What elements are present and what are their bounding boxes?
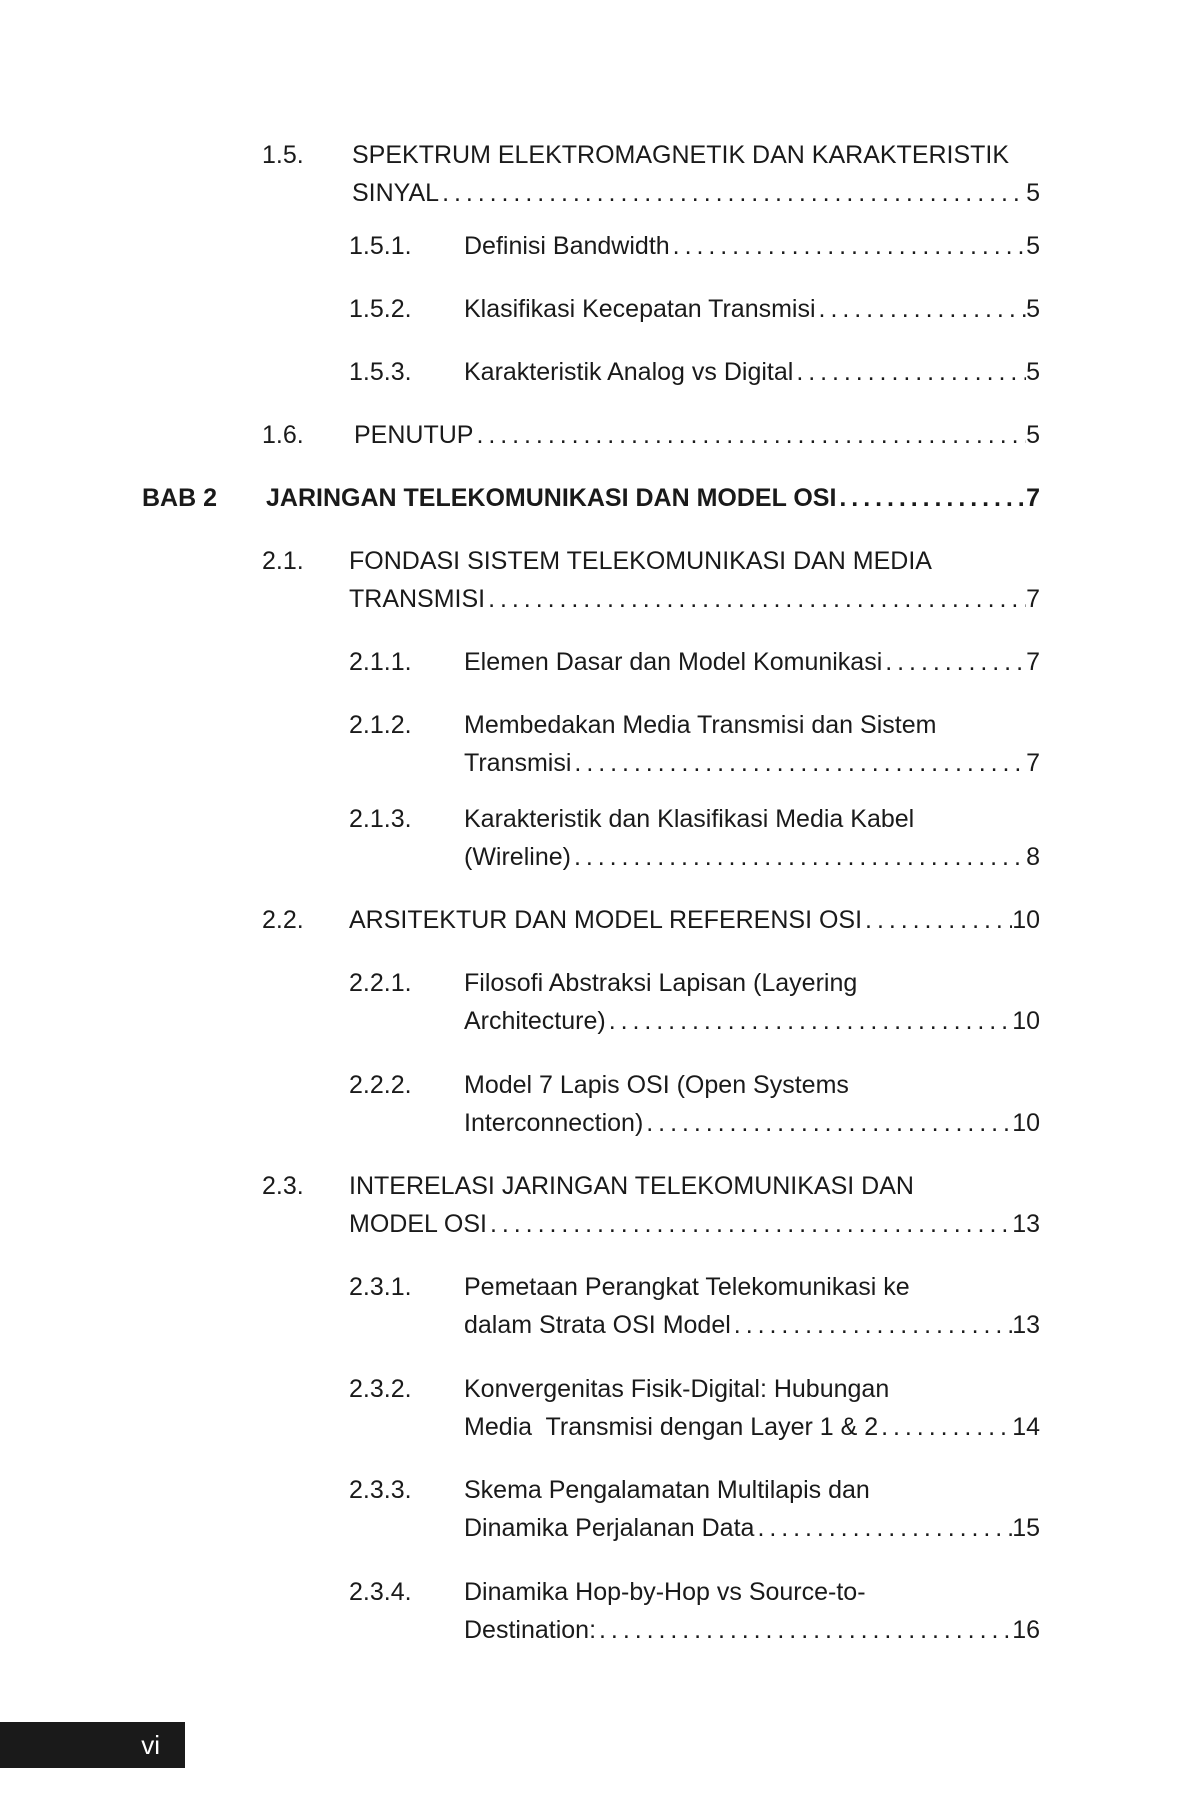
footer-page-number: vi xyxy=(141,1730,160,1760)
toc-title-cont: TRANSMISI xyxy=(349,585,486,613)
toc-page-number: 10 xyxy=(1012,1007,1040,1035)
toc-page-number: 7 xyxy=(1026,648,1040,676)
dot-leader xyxy=(571,838,1026,876)
toc-title: Elemen Dasar dan Model Komunikasi xyxy=(464,648,883,676)
toc-number: 1.5.3. xyxy=(349,358,412,386)
toc-page-number: 5 xyxy=(1026,179,1040,207)
dot-leader xyxy=(473,416,1026,454)
toc-page-number: 16 xyxy=(1012,1616,1040,1644)
toc-title-cont: Media Transmisi dengan Layer 1 & 2 xyxy=(464,1413,879,1441)
toc-title: FONDASI SISTEM TELEKOMUNIKASI DAN MEDIA xyxy=(349,547,932,575)
toc-title: ARSITEKTUR DAN MODEL REFERENSI OSI xyxy=(349,906,863,934)
dot-leader xyxy=(836,479,1026,517)
dot-leader xyxy=(571,744,1026,782)
toc-page-number: 7 xyxy=(1026,585,1040,613)
toc-title: Klasifikasi Kecepatan Transmisi xyxy=(464,295,816,323)
dot-leader xyxy=(485,580,1026,618)
toc-page-number: 7 xyxy=(1026,484,1040,512)
toc-title: PENUTUP xyxy=(354,421,474,449)
toc-number: 1.5.2. xyxy=(349,295,412,323)
toc-title: Skema Pengalamatan Multilapis dan xyxy=(464,1476,870,1504)
toc-number: 2.3.1. xyxy=(349,1273,412,1301)
toc-page-number: 7 xyxy=(1026,749,1040,777)
toc-page-number: 14 xyxy=(1012,1413,1040,1441)
toc-number: 1.5. xyxy=(262,141,304,169)
toc-page-number: 8 xyxy=(1026,843,1040,871)
toc-title: Membedakan Media Transmisi dan Sistem xyxy=(464,711,937,739)
toc-title: Pemetaan Perangkat Telekomunikasi ke xyxy=(464,1273,910,1301)
dot-leader xyxy=(816,290,1027,328)
toc-number: 2.3. xyxy=(262,1172,304,1200)
toc-title-cont: Architecture) xyxy=(464,1007,606,1035)
toc-number: 2.2.2. xyxy=(349,1071,412,1099)
toc-title-cont: Dinamika Perjalanan Data xyxy=(464,1514,755,1542)
toc-number: 1.5.1. xyxy=(349,232,412,260)
dot-leader xyxy=(882,643,1026,681)
toc-number: 2.3.2. xyxy=(349,1375,412,1403)
toc-number: 2.3.3. xyxy=(349,1476,412,1504)
dot-leader xyxy=(862,901,1012,939)
toc-page-number: 10 xyxy=(1012,1109,1040,1137)
dot-leader xyxy=(439,174,1026,212)
dot-leader xyxy=(754,1509,1012,1547)
toc-number: 2.2.1. xyxy=(349,969,412,997)
dot-leader xyxy=(606,1002,1012,1040)
toc-title: Karakteristik dan Klasifikasi Media Kabel xyxy=(464,805,915,833)
dot-leader xyxy=(487,1205,1012,1243)
toc-page-number: 13 xyxy=(1012,1311,1040,1339)
toc-title-cont: Transmisi xyxy=(464,749,572,777)
toc-title: SPEKTRUM ELEKTROMAGNETIK DAN KARAKTERISTIK xyxy=(352,141,1010,169)
toc-title: Konvergenitas Fisik-Digital: Hubungan xyxy=(464,1375,890,1403)
dot-leader xyxy=(878,1408,1012,1446)
toc-title-cont: dalam Strata OSI Model xyxy=(464,1311,731,1339)
toc-title-cont: SINYAL xyxy=(352,179,440,207)
toc-number: 2.1.2. xyxy=(349,711,412,739)
toc-page-number: 5 xyxy=(1026,295,1040,323)
toc-number: 2.1. xyxy=(262,547,304,575)
toc-page-number: 5 xyxy=(1026,358,1040,386)
toc-title: Model 7 Lapis OSI (Open Systems xyxy=(464,1071,849,1099)
dot-leader xyxy=(793,353,1026,391)
chapter-number: BAB 2 xyxy=(142,484,218,512)
dot-leader xyxy=(596,1611,1012,1649)
toc-title: Filosofi Abstraksi Lapisan (Layering xyxy=(464,969,858,997)
toc-number: 1.6. xyxy=(262,421,304,449)
toc-page-number: 10 xyxy=(1012,906,1040,934)
dot-leader xyxy=(670,227,1026,265)
toc-number: 2.1.1. xyxy=(349,648,412,676)
toc-title-cont: (Wireline) xyxy=(464,843,571,871)
dot-leader xyxy=(731,1306,1012,1344)
toc-page-number: 15 xyxy=(1012,1514,1040,1542)
toc-title-cont: Interconnection) xyxy=(464,1109,644,1137)
toc-title: Dinamika Hop-by-Hop vs Source-to- xyxy=(464,1578,866,1606)
toc-page-number: 13 xyxy=(1012,1210,1040,1238)
toc-title-cont: Destination: xyxy=(464,1616,597,1644)
chapter-title: JARINGAN TELEKOMUNIKASI DAN MODEL OSI xyxy=(266,484,837,512)
toc-title: Karakteristik Analog vs Digital xyxy=(464,358,794,386)
toc-number: 2.2. xyxy=(262,906,304,934)
toc-number: 2.3.4. xyxy=(349,1578,412,1606)
toc-title: Definisi Bandwidth xyxy=(464,232,670,260)
toc-title: INTERELASI JARINGAN TELEKOMUNIKASI DAN xyxy=(349,1172,914,1200)
dot-leader xyxy=(643,1104,1012,1142)
toc-page-number: 5 xyxy=(1026,232,1040,260)
toc-page-number: 5 xyxy=(1026,421,1040,449)
toc-title-cont: MODEL OSI xyxy=(349,1210,487,1238)
toc-number: 2.1.3. xyxy=(349,805,412,833)
